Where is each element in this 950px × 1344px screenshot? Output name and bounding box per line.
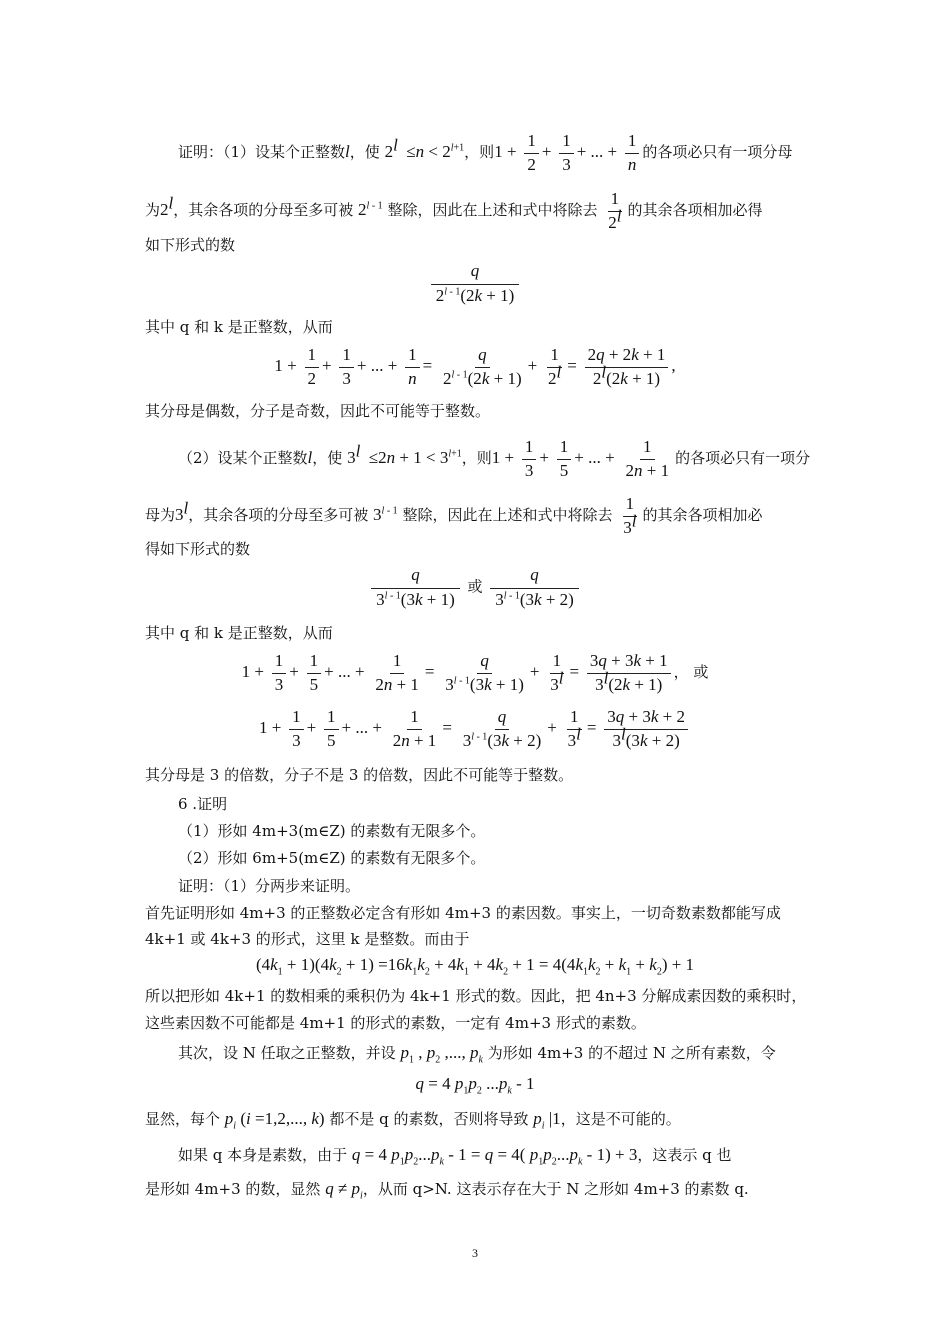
problem6-line3: 所以把形如 4k+1 的数相乘的乘积仍为 4k+1 形式的数。因此，把 4n+3 分解成素因数的乘积时， [145, 987, 807, 1005]
proof2-line1: （2）设某个正整数l，使 $3^l \le 2n + 1 < 3^{l+1}$，则1 + $\frac{1}{3}$ + $\frac{1}{5}$ + ... + $\frac{1}{2n + 1}$ 的各项必只有一项分 [178, 437, 811, 480]
problem6-line5: 其次，设 N 任取之正整数，并设 $p_1$ , $p_2$ ,..., $p_k$ 为形如 4m+3 的不超过 N 之所有素数，令 [178, 1043, 776, 1066]
problem6-proof: 证明：（1）分两步来证明。 [178, 877, 361, 895]
page-number: 3 [472, 1246, 478, 1260]
problem6-line4: 这些素因数不可能都是 4m+1 的形式的素数，一定有 4m+3 形式的素数。 [145, 1014, 646, 1032]
proof1-line4: 其中 q 和 k 是正整数，从而 [145, 318, 333, 336]
proof2-line4: 其中 q 和 k 是正整数，从而 [145, 624, 333, 642]
proof2-line2: 母为3$^l$，其余各项的分母至多可被 3$^{l - 1}$ 整除，因此在上述和式中将除去 $\frac{1}{3^l}$ 的其余各项相加必 [145, 494, 763, 537]
problem6-line2: 4k+1 或 4k+3 的形式，这里 k 是整数。而由于 [145, 930, 470, 948]
problem6-line8: 是形如 4m+3 的数，显然 $q \ne p_i$，从而 q>N. 这表示存在大于 N 之形如 4m+3 的素数 q. [145, 1179, 749, 1202]
problem6-title: 6 .证明 [178, 795, 228, 813]
proof2-line3: 得如下形式的数 [145, 540, 251, 558]
proof1-conclusion: 其分母是偶数，分子是奇数，因此不可能等于整数。 [145, 402, 491, 420]
proof1-line3: 如下形式的数 [145, 236, 236, 254]
formula-sum-3a: 1 + $\frac{1}{3}$ + $\frac{1}{5}$ + ... + $\frac{1}{2n + 1}$ = $\frac{q}{3^{l - 1}(3k + 1)}$ + $\frac{1}{3^l}$ = $\frac{3q + 3k + 1}{3^l(2k + 1)}$ ， 或 [241, 651, 709, 694]
proof2-conclusion: 其分母是 3 的倍数，分子不是 3 的倍数，因此不可能等于整数。 [145, 766, 574, 784]
formula-sum-2: 1 + $\frac{1}{2}$ + $\frac{1}{3}$ + ... + $\frac{1}{n}$ = $\frac{q}{2^{l - 1}(2k + 1)}$ + $\frac{1}{2^l}$ = $\frac{2q + 2k + 1}{2^l(2k + 1)}$ , [274, 345, 676, 388]
formula-sum-3b: 1 + $\frac{1}{3}$ + $\frac{1}{5}$ + ... + $\frac{1}{2n + 1}$ = $\frac{q}{3^{l - 1}(3k + 2)}$ + $\frac{1}{3^l}$ = $\frac{3q + 3k + 2}{3^l(3k + 2)}$ [0, 708, 950, 750]
proof1-line1: 证明：（1）设某个正整数l，使 $2^l \le n < 2^{l+1}$，则1 + $\frac{1}{2}$ + $\frac{1}{3}$ + ... + $\frac{1}{n}$ 的各项必只有一项分母 [178, 131, 793, 174]
problem6-line6: 显然，每个 $p_i$ (i =1,2,..., k) 都不是 q 的素数，否则将导致 $p_i$ |1，这是不可能的。 [145, 1109, 681, 1132]
formula-product: $(4k_1 + 1)(4k_2 + 1) =16k_1k_2 + 4k_1 + 4k_2 + 1 = 4(4k_1k_2 + k_1 + k_2) + 1$ [255, 955, 695, 978]
proof1-line2: 为2$^l$，其余各项的分母至多可被 2$^{l - 1}$ 整除，因此在上述和式中将除去 $\frac{1}{2^l}$ 的其余各项相加必得 [145, 189, 763, 232]
formula-q-over-3: $\frac{q}{3^{l - 1}(3k + 1)}$ 或 $\frac{q}{3^{l - 1}(3k + 2)}$ [0, 566, 950, 609]
problem6-line1: 首先证明形如 4m+3 的正整数必定含有形如 4m+3 的素因数。事实上，一切奇数素数都能写成 [145, 904, 781, 922]
formula-q-def: q = 4 $p_1p_2$ $...p_k - 1$ [415, 1074, 535, 1097]
formula-q-over-2: $\frac{q}{2^{l - 1}(2k + 1)}$ [0, 262, 950, 305]
problem6-line7: 如果 q 本身是素数，由于 q = 4 $p_1p_2...p_k - 1 = q = 4$( $p_1p_2...p_k - 1) + 3$，这表示 q 也 [178, 1145, 732, 1168]
problem6-item1: （1）形如 4m+3(m∈Z) 的素数有无限多个。 [178, 822, 486, 840]
problem6-item2: （2）形如 6m+5(m∈Z) 的素数有无限多个。 [178, 849, 486, 867]
